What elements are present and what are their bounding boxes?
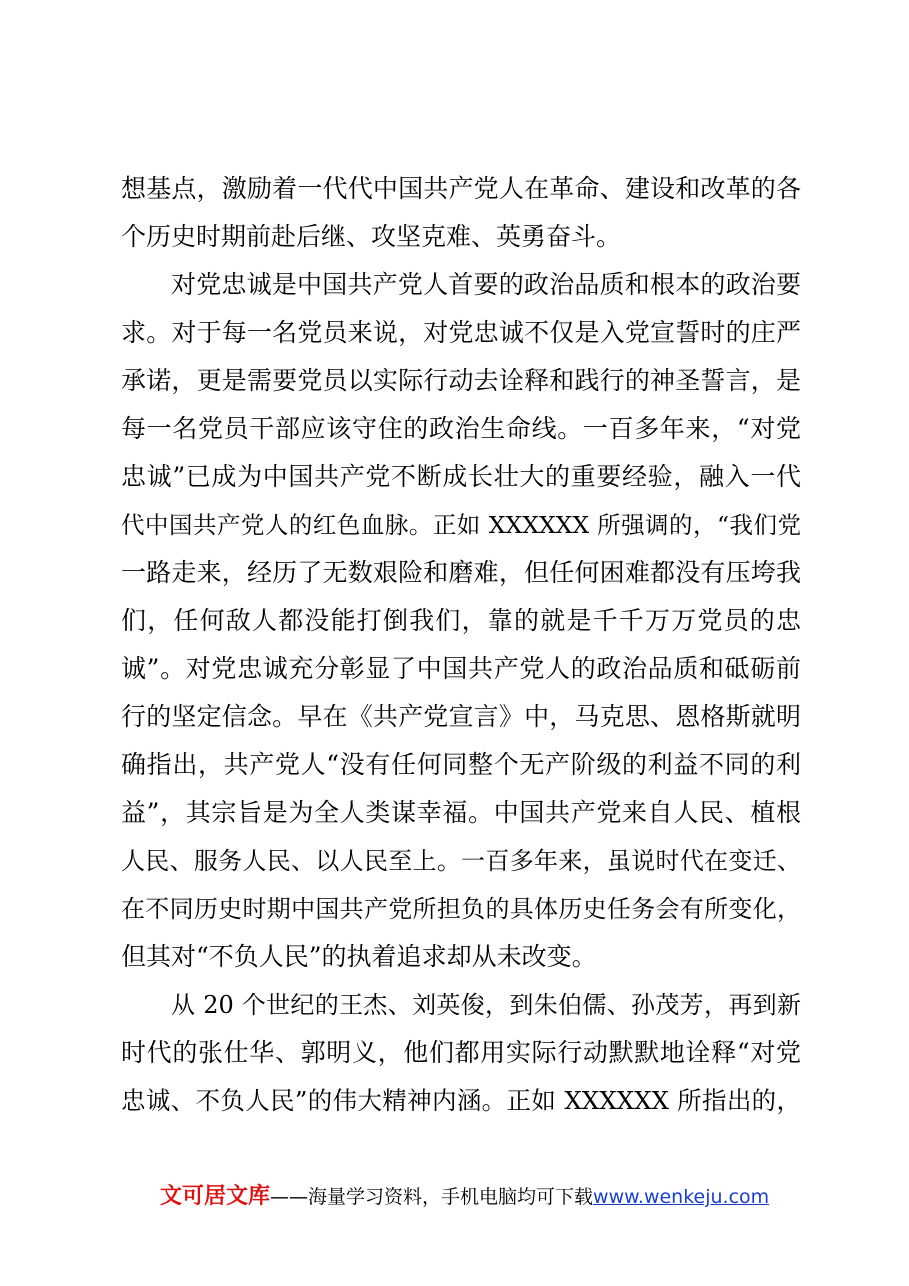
body-text-line: 们，任何敌人都没能打倒我们，靠的就是千千万万党员的忠 bbox=[121, 606, 801, 635]
footer-tagline: ——海量学习资料，手机电脑均可下载 bbox=[270, 1186, 594, 1208]
body-text-line: 对党忠诚是中国共产党人首要的政治品质和根本的政治要 bbox=[171, 270, 801, 299]
body-text-line: 从 20 个世纪的王杰、刘英俊，到朱伯儒、孙茂芳，再到新 bbox=[171, 991, 801, 1019]
body-text-line: 人民、服务人民、以人民至上。一百多年来，虽说时代在变迁、 bbox=[121, 847, 801, 875]
footer-brand: 文可居文库 bbox=[160, 1184, 271, 1209]
body-text-line: 确指出，共产党人“没有任何同整个无产阶级的利益不同的利 bbox=[121, 750, 801, 779]
body-text-line: 求。对于每一名党员来说，对党忠诚不仅是入党宣誓时的庄严 bbox=[121, 318, 801, 347]
body-text-line: 个历史时期前赴后继、攻坚克难、英勇奋斗。 bbox=[121, 222, 622, 251]
body-text-line: 一路走来，经历了无数艰险和磨难，但任何困难都没有压垮我 bbox=[121, 558, 801, 587]
body-text-line: 承诺，更是需要党员以实际行动去诠释和践行的神圣誓言，是 bbox=[121, 366, 801, 395]
body-text-line: 行的坚定信念。早在《共产党宣言》中，马克思、恩格斯就明 bbox=[121, 702, 801, 731]
body-text-line: 每一名党员干部应该守住的政治生命线。一百多年来，“对党 bbox=[121, 414, 801, 443]
body-text-line: 忠诚、不负人民”的伟大精神内涵。正如 XXXXXX 所指出的， bbox=[121, 1086, 801, 1115]
body-text-line: 代中国共产党人的红色血脉。正如 XXXXXX 所强调的，“我们党 bbox=[121, 511, 801, 539]
footer-banner bbox=[160, 1180, 800, 1214]
body-text-line: 在不同历史时期中国共产党所担负的具体历史任务会有所变化， bbox=[121, 895, 801, 923]
footer-url-link[interactable]: www.wenkeju.com bbox=[593, 1186, 770, 1208]
body-text-line: 忠诚”已成为中国共产党不断成长壮大的重要经验，融入一代 bbox=[121, 462, 801, 491]
body-text-line: 时代的张仕华、郭明义，他们都用实际行动默默地诠释“对党 bbox=[121, 1038, 801, 1067]
body-text-line: 想基点，激励着一代代中国共产党人在革命、建设和改革的各 bbox=[121, 174, 801, 203]
body-text-line: 益”，其宗旨是为全人类谋幸福。中国共产党来自人民、植根 bbox=[121, 798, 801, 827]
body-text-line: 诚”。对党忠诚充分彰显了中国共产党人的政治品质和砥砺前 bbox=[121, 654, 801, 683]
body-text-line: 但其对“不负人民”的执着追求却从未改变。 bbox=[121, 942, 597, 971]
